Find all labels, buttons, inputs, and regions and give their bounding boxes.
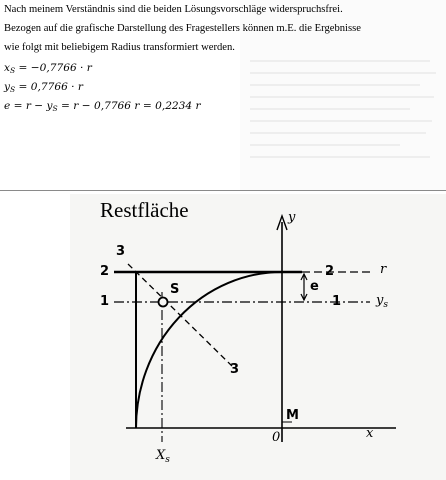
eq-sub: S: [10, 85, 16, 94]
label-3-top: 3: [116, 244, 126, 259]
centroid-s: [159, 298, 168, 307]
y-axis-label: y: [288, 210, 296, 225]
eq-lhs: e = r − y: [4, 100, 53, 112]
ghost-line: [250, 96, 434, 98]
label-s: S: [170, 282, 180, 297]
ghost-line: [250, 132, 426, 134]
ghost-line: [250, 120, 432, 122]
label-3-bottom: 3: [230, 362, 240, 377]
quarter-circle-arc: [136, 272, 282, 428]
equation-xs: [4, 62, 92, 75]
eq-sub: S: [52, 104, 58, 113]
equation-e: [4, 100, 201, 113]
ghost-line: [250, 60, 430, 62]
line-3: [128, 264, 232, 366]
eq-rhs: = 0,7766 · r: [15, 81, 83, 93]
xs-main: X: [156, 448, 166, 463]
label-e: e: [310, 279, 319, 294]
label-origin: 0: [272, 430, 281, 445]
ys-main: y: [376, 293, 384, 308]
paragraph-line-3: wie folgt mit beliebigem Radius transformiert werden.: [4, 42, 235, 53]
ghost-line: [250, 144, 400, 146]
eq-lhs: y: [4, 81, 10, 93]
separator-line: [0, 190, 446, 191]
paragraph-line-1: Nach meinem Verständnis sind die beiden Lösungsvorschläge widerspruchsfrei.: [4, 4, 343, 15]
eq-sub: S: [9, 66, 16, 75]
ys-sub: s: [383, 300, 388, 310]
figure-title: Restfläche: [100, 198, 189, 222]
label-xs: [156, 448, 170, 465]
paragraph-line-2: Bezogen auf die grafische Darstellung des Fragestellers können m.E. die Ergebnisse: [4, 23, 361, 34]
label-1-left: 1: [100, 294, 110, 309]
eq-rhs: = r − 0,7766 r = 0,2234 r: [57, 100, 201, 112]
ghost-line: [250, 156, 430, 158]
ghost-line: [250, 72, 436, 74]
label-ys: [376, 293, 388, 310]
label-2-left: 2: [100, 264, 110, 279]
xs-sub: s: [165, 455, 170, 465]
eq-rhs: = −0,7766 · r: [15, 62, 92, 74]
restflaeche-figure: [70, 194, 446, 480]
label-r: r: [380, 262, 387, 277]
eq-lhs: x: [4, 62, 10, 74]
label-1-right: 1: [332, 294, 342, 309]
figure-drawing: [70, 194, 446, 480]
ghost-line: [250, 108, 410, 110]
x-axis-label: x: [366, 426, 374, 441]
label-m: M: [286, 408, 299, 423]
equation-ys: [4, 81, 83, 94]
ghost-line: [250, 84, 420, 86]
label-2-right: 2: [325, 264, 335, 279]
